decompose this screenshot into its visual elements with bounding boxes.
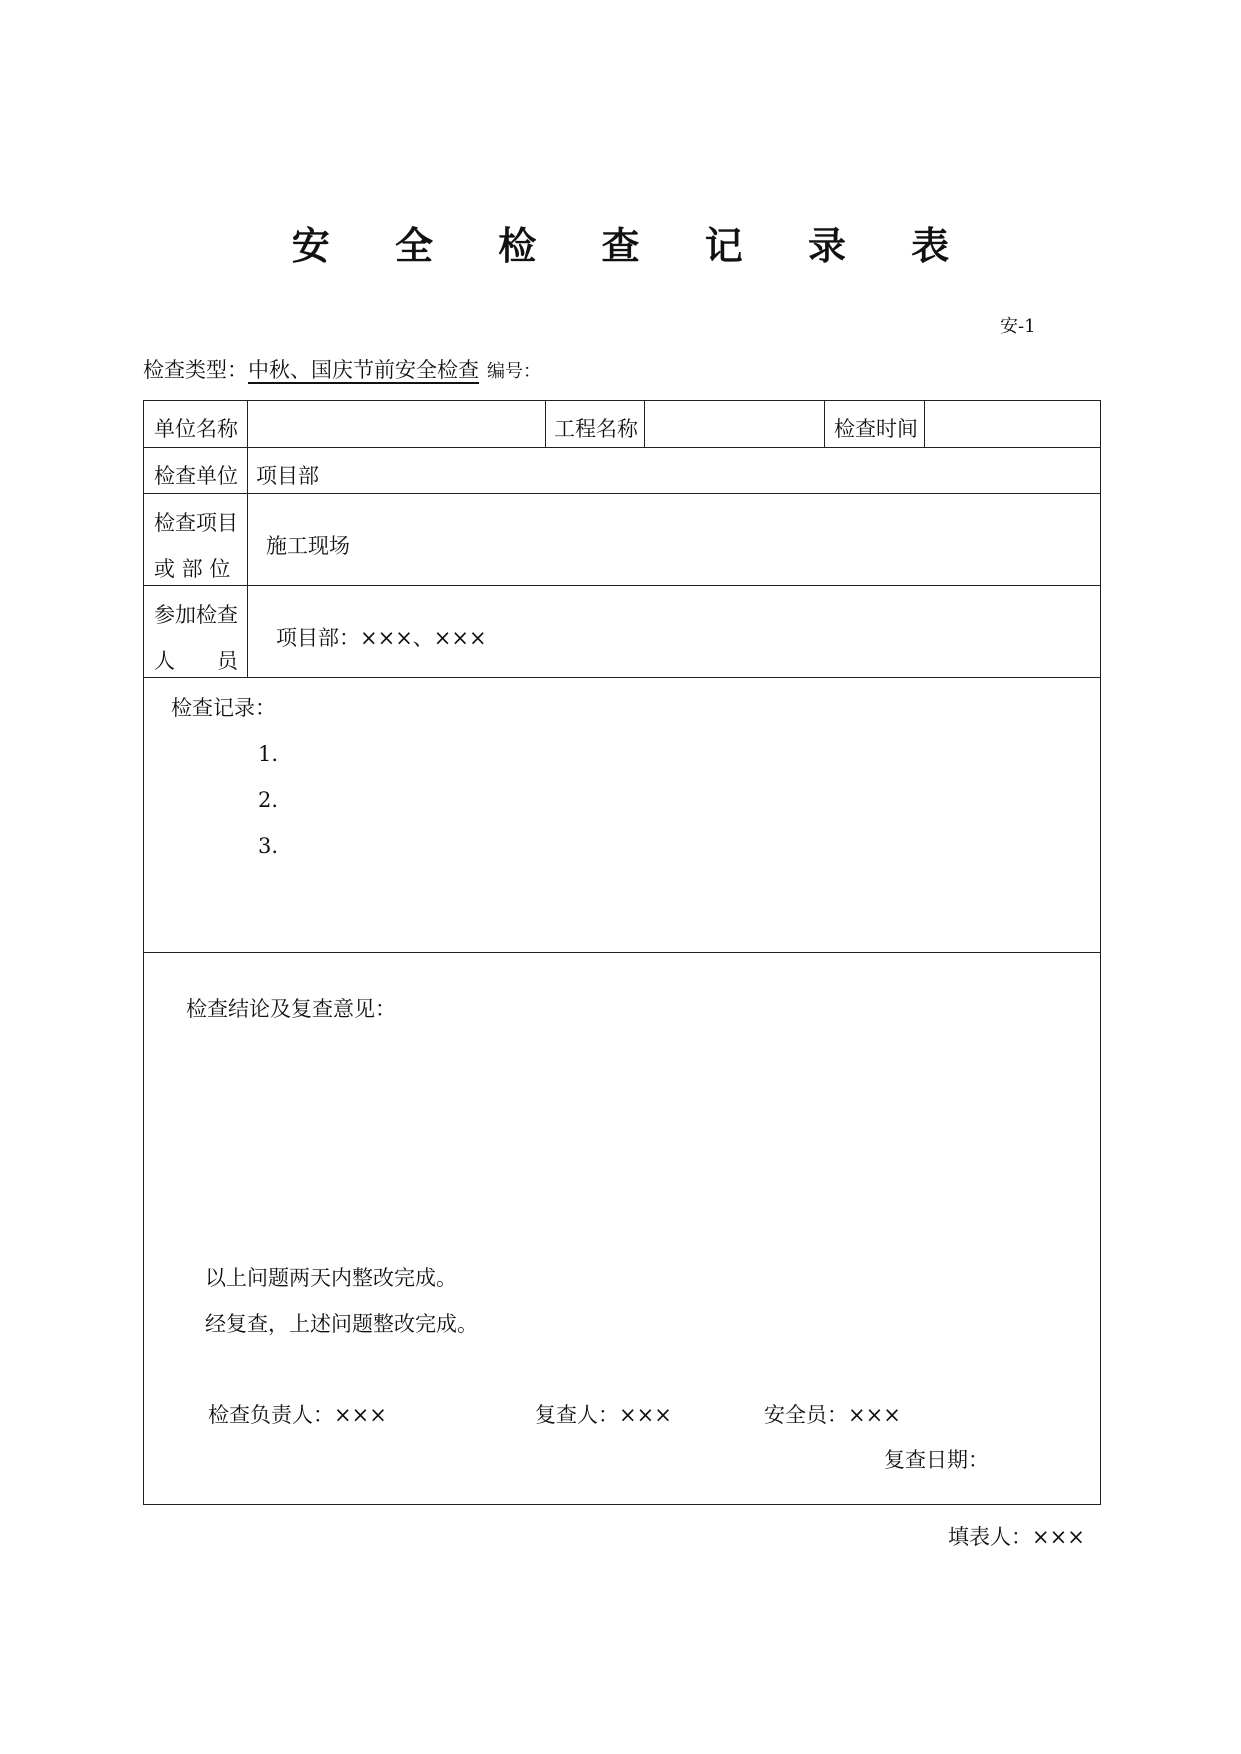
- reviewer[interactable]: 复查人：×××: [535, 1403, 672, 1427]
- column-divider: [644, 400, 645, 447]
- check-unit-value[interactable]: 项目部: [256, 464, 319, 488]
- table-border-bottom: [143, 1504, 1100, 1505]
- form-filler[interactable]: 填表人：×××: [948, 1525, 1085, 1549]
- row-divider: [143, 677, 1100, 678]
- review-date[interactable]: 复查日期：: [884, 1448, 989, 1472]
- check-item-label-line2: 或 部 位: [154, 557, 231, 581]
- check-unit-label: 检查单位: [154, 464, 238, 488]
- row-divider: [143, 585, 1100, 586]
- conclusion-line[interactable]: 经复查，上述问题整改完成。: [205, 1312, 478, 1336]
- label-column-divider: [247, 400, 248, 677]
- record-item[interactable]: 1.: [258, 742, 279, 766]
- record-number-label: 编号：: [487, 361, 541, 382]
- responsible-person[interactable]: 检查负责人：×××: [208, 1403, 387, 1427]
- table-border-top: [143, 400, 1100, 401]
- safety-officer[interactable]: 安全员：×××: [764, 1403, 901, 1427]
- column-divider: [924, 400, 925, 447]
- row-divider: [143, 952, 1100, 953]
- participants-value[interactable]: 项目部：×××、×××: [276, 626, 487, 650]
- table-border-right: [1100, 400, 1101, 1505]
- record-item[interactable]: 3.: [258, 834, 279, 858]
- inspection-type-value[interactable]: 中秋、国庆节前安全检查: [248, 358, 479, 382]
- check-time-label: 检查时间: [834, 417, 918, 441]
- record-item[interactable]: 2.: [258, 788, 279, 812]
- inspection-type-line: [143, 354, 541, 384]
- row-divider: [143, 447, 1100, 448]
- conclusion-label: 检查结论及复查意见：: [186, 997, 396, 1021]
- record-label: 检查记录：: [171, 696, 276, 720]
- participants-label-line2: 人 员: [154, 649, 238, 673]
- check-item-value[interactable]: 施工现场: [266, 534, 350, 558]
- page-title: 安 全 检 查 记 录 表: [291, 224, 976, 268]
- project-name-label: 工程名称: [554, 417, 638, 441]
- form-code: 安-1: [1000, 316, 1036, 337]
- column-divider: [545, 400, 546, 447]
- check-item-label-line1: 检查项目: [154, 511, 238, 535]
- row-divider: [143, 493, 1100, 494]
- participants-label-line1: 参加检查: [154, 603, 238, 627]
- column-divider: [824, 400, 825, 447]
- inspection-type-label: 检查类型：: [143, 358, 248, 382]
- conclusion-line[interactable]: 以上问题两天内整改完成。: [205, 1266, 457, 1290]
- unit-name-label: 单位名称: [154, 417, 238, 441]
